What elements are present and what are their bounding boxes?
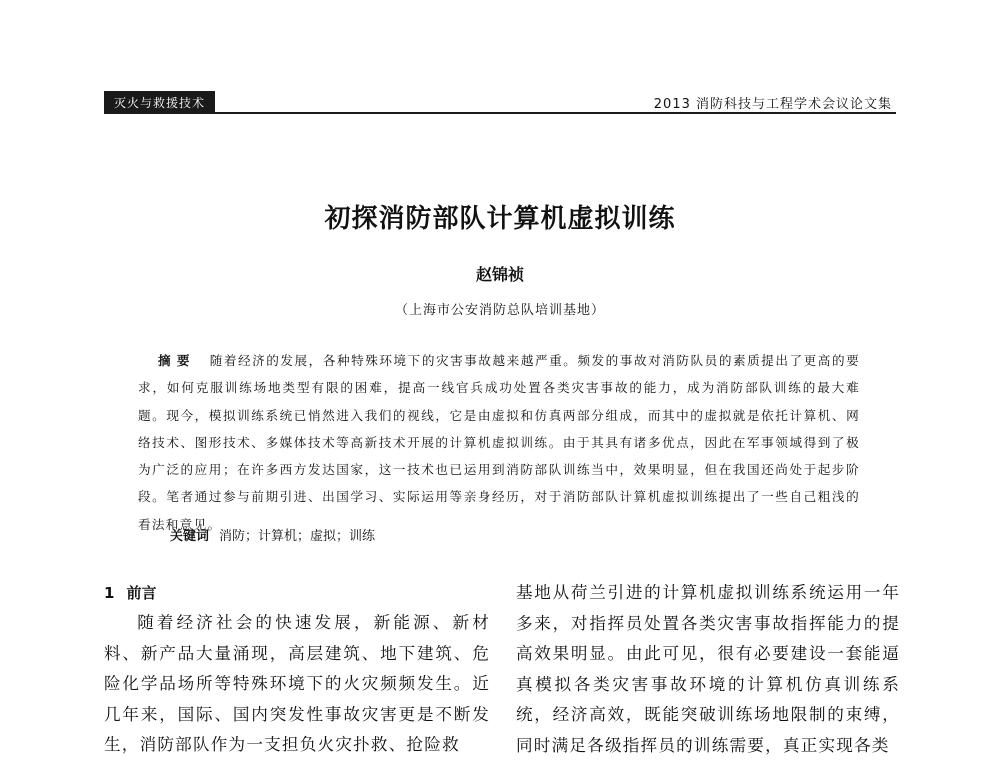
section-heading bbox=[104, 578, 490, 608]
keywords-label: 关键词 bbox=[170, 529, 210, 544]
keywords bbox=[170, 525, 375, 544]
abstract-text: 随着经济的发展，各种特殊环境下的灾害事故越来越严重。频发的事故对消防队员的素质提出了更高的要求，如何克服训练场地类型有限的困难，提高一线官兵成功处置各类灾害事故的能力，成为消防部队训练的最大难题。现今，模拟训练系统已悄然进入我们的视线，它是由虚拟和仿真两部分组成，而其中的虚拟就是依托计算机、网络技术、图形技术、多媒体技术等高新技术开展的计算机虚拟训练。由于其具有诸多优点，因此在军事领域得到了极为广泛的应用；在许多西方发达国家，这一技术也已运用到消防部队训练当中，效果明显，但在我国还尚处于起步阶段。笔者通过参与前期引进、出国学习、实际运用等亲身经历，对于消防部队计算机虚拟训练提出了一些自己粗浅的看法和意见。 bbox=[138, 353, 860, 532]
body-paragraph-left: 随着经济社会的快速发展，新能源、新材料、新产品大量涌现，高层建筑、地下建筑、危险化学品场所等特殊环境下的火灾频频发生。近几年来，国际、国内突发性事故灾害更是不断发生，消防部队作为一支担负火灾扑救、抢险救 bbox=[104, 613, 490, 754]
article-title: 初探消防部队计算机虚拟训练 bbox=[324, 204, 676, 234]
header-rule bbox=[104, 112, 896, 114]
section-tag: 灭火与救援技术 bbox=[104, 91, 215, 114]
journal-name: 2013 消防科技与工程学术会议论文集 bbox=[653, 97, 892, 112]
author-name: 赵锦祯 bbox=[475, 265, 524, 284]
abstract-label: 摘要 bbox=[158, 353, 196, 368]
section-title: 前言 bbox=[126, 584, 157, 602]
section-number: 1 bbox=[104, 584, 115, 602]
author-affiliation: （上海市公安消防总队培训基地） bbox=[394, 303, 605, 318]
body-column-right bbox=[516, 578, 900, 761]
abstract bbox=[138, 347, 860, 538]
keywords-text: 消防；计算机；虚拟；训练 bbox=[219, 529, 376, 544]
body-column-left bbox=[104, 578, 490, 761]
body-paragraph-right: 基地从荷兰引进的计算机虚拟训练系统运用一年多来，对指挥员处置各类灾害事故指挥能力的提高效果明显。由此可见，很有必要建设一套能逼真模拟各类灾害事故环境的计算机仿真训练系统，经济高效，既能突破训练场地限制的束缚，同时满足各级指挥员的训练需要，真正实现各类 bbox=[516, 583, 900, 755]
